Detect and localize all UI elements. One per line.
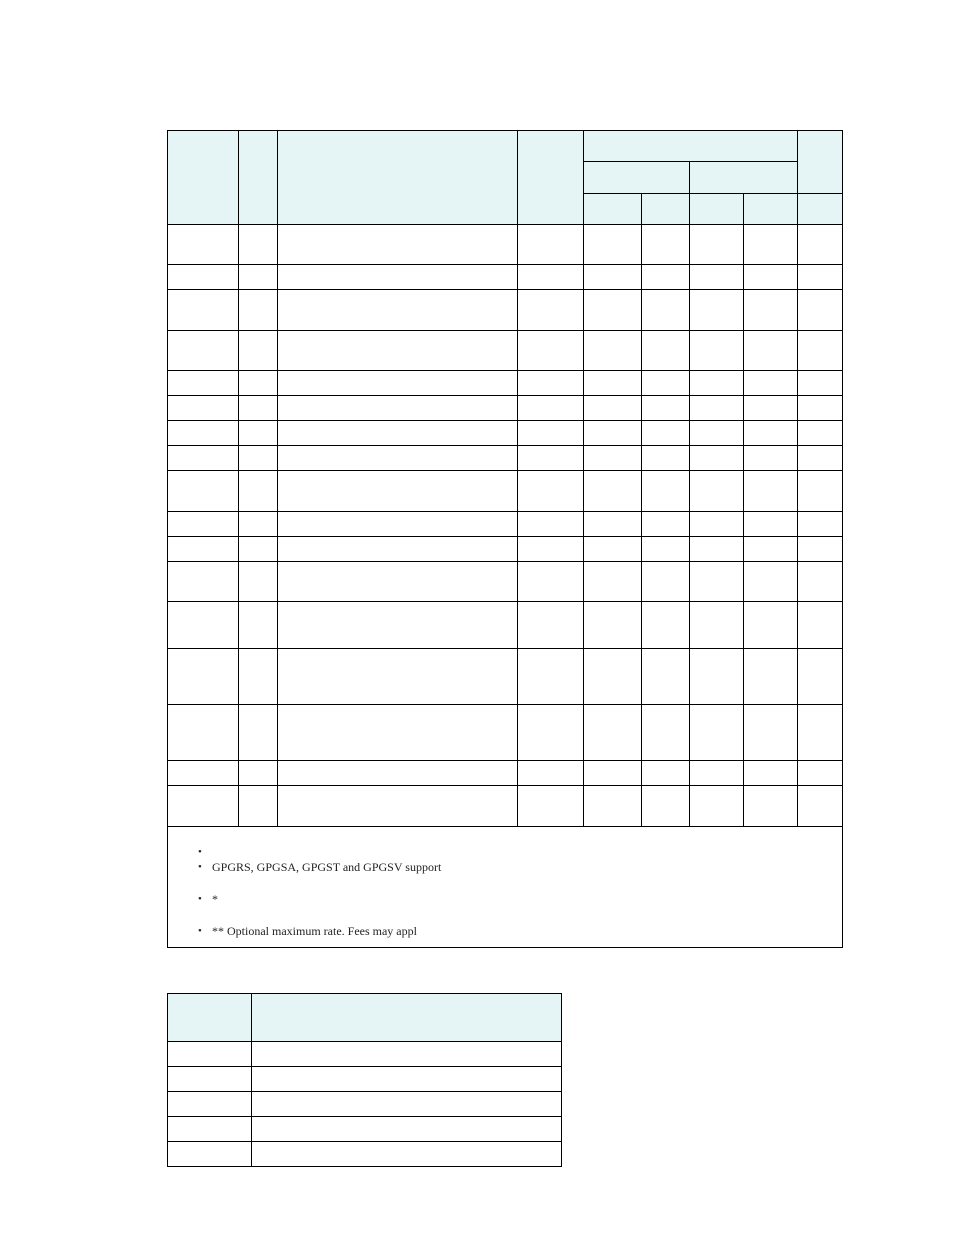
header-cell [798, 131, 843, 194]
header-subgroup-cell [690, 162, 798, 194]
note-item [198, 892, 842, 907]
table-row [168, 396, 843, 421]
table-row [168, 331, 843, 371]
secondary-table [167, 993, 562, 1167]
table-row [168, 1042, 562, 1067]
table-row [168, 371, 843, 396]
header-subcell [642, 194, 690, 225]
table-row [168, 471, 843, 512]
note-text: ** Optional maximum rate. Fees may appl [212, 924, 417, 938]
table-row [168, 290, 843, 331]
table-row [168, 421, 843, 446]
header-subcell [798, 194, 843, 225]
header-cell [239, 131, 278, 225]
header-subcell [744, 194, 798, 225]
table-row [168, 705, 843, 761]
note-text: * [212, 892, 218, 906]
table-row [168, 1092, 562, 1117]
table-row [168, 602, 843, 649]
header-cell [278, 131, 518, 225]
header-subcell [690, 194, 744, 225]
notes-row [168, 827, 843, 948]
header-subgroup-cell [584, 162, 690, 194]
table-row [168, 649, 843, 705]
table-row [168, 512, 843, 537]
header-subcell [584, 194, 642, 225]
note-item [198, 924, 842, 939]
header-cell [168, 131, 239, 225]
header-cell [518, 131, 584, 225]
notes-cell [168, 827, 843, 948]
table-row [168, 1117, 562, 1142]
nmea-message-table [167, 130, 843, 948]
table-row [168, 265, 843, 290]
header-cell [252, 994, 562, 1042]
table-row [168, 537, 843, 562]
table-row [168, 562, 843, 602]
table-row [168, 761, 843, 786]
table-row [168, 1142, 562, 1167]
note-item [198, 860, 842, 875]
table-row [168, 786, 843, 827]
notes-list [168, 827, 842, 939]
header-group-cell [584, 131, 798, 162]
note-text: GPGRS, GPGSA, GPGST and GPGSV support [212, 860, 442, 874]
table-row [168, 446, 843, 471]
header-cell [168, 994, 252, 1042]
note-item [198, 845, 842, 860]
table-row [168, 1067, 562, 1092]
table-row [168, 225, 843, 265]
